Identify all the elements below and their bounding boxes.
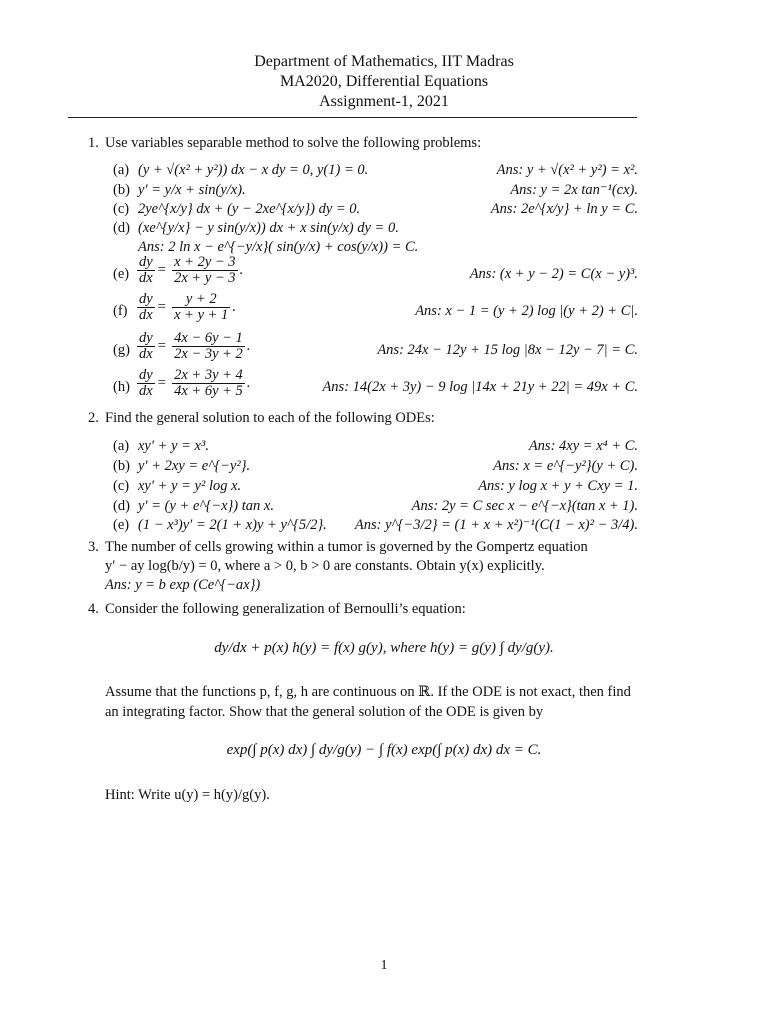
problem-answer: Ans: x − 1 = (y + 2) log |(y + 2) + C|. (415, 303, 638, 319)
question-text: Consider the following generalization of Bernoulli’s equation: (105, 601, 466, 617)
bernoulli-equation: dy/dx + p(x) h(y) = f(x) g(y), where h(y) = g(y) ∫ dy/g(y). (214, 640, 554, 656)
item-label: (b) (113, 458, 130, 474)
dy-dx-fraction: $\frac{dy}{dx}$ (139, 367, 153, 399)
problem-equation: y′ = y/x + sin(y/x). (138, 182, 246, 198)
problem-answer: Ans: y + √(x² + y²) = x². (496, 162, 638, 178)
item-label: (h) (113, 379, 130, 395)
question-4-paragraph: Assume that the functions p, f, g, h are continuous on ℝ. If the ODE is not exact, then find an integrating factor. Show that the general solution of the ODE is given by (105, 684, 631, 720)
denominator: 2x + y − 3 (174, 270, 236, 286)
problem-answer: Ans: 2 ln x − e^{−y/x}( sin(y/x) + cos(y/x)) = C. (138, 239, 419, 255)
page-number: 1 (380, 958, 388, 973)
rhs-fraction (172, 368, 245, 399)
dy-dx-fraction: $\frac{dy}{dx}$ (139, 254, 153, 286)
document-header (0, 52, 768, 112)
problem-equation: (1 − x³)y′ = 2(1 + x)y + y^{5/2}. (138, 517, 327, 533)
header-rule (68, 117, 637, 118)
question-number: 2. (88, 410, 99, 426)
problem-answer: Ans: x = e^{−y²}(y + C). (493, 458, 638, 474)
problem-2a (113, 436, 638, 456)
problem-answer: Ans: 24x − 12y + 15 log |8x − 12y − 7| = C. (377, 342, 638, 358)
problem-2b (113, 456, 638, 476)
rhs-fraction (172, 292, 230, 323)
numerator: x + 2y − 3 (174, 254, 236, 270)
department-title: Department of Mathematics, IIT Madras (254, 53, 514, 70)
problem-answer: Ans: 2e^{x/y} + ln y = C. (490, 201, 638, 217)
item-label: (d) (113, 498, 130, 514)
item-label: (e) (113, 266, 130, 282)
question-4-hint: Hint: Write u(y) = h(y)/g(y). (105, 787, 270, 803)
question-text-continued: y′ − ay log(b/y) = 0, where a > 0, b > 0 are constants. Obtain y(x) explicitly. (105, 558, 545, 574)
item-label: (a) (113, 162, 130, 178)
problem-1f: (f) $\frac{dy}{dx}$ = $\frac{y + 2}{x + y + 1}$ . Ans: x − 1 = (y + 2) log |(y + 2) + C|. (113, 291, 638, 323)
problem-1e: (e) $\frac{dy}{dx}$ = $\frac{x + 2y - 3}{2x + y - 3}$ . Ans: (x + y − 2) = C(x − y)³. (113, 254, 638, 286)
question-number: 1. (88, 135, 99, 151)
question-text: Find the general solution to each of the following ODEs: (105, 410, 435, 426)
problem-equation: xy′ + y = x³. (138, 438, 209, 454)
problem-equation: xy′ + y = y² log x. (138, 478, 242, 494)
item-label: (e) (113, 517, 130, 533)
assignment-title: Assignment-1, 2021 (319, 93, 449, 110)
course-title: MA2020, Differential Equations (279, 73, 489, 90)
item-label: (d) (113, 220, 130, 236)
problem-answer: Ans: 14(2x + 3y) − 9 log |14x + 21y + 22| = 49x + C. (322, 379, 638, 395)
problem-equation: (xe^{y/x} − y sin(y/x)) dx + x sin(y/x) dy = 0. (138, 220, 399, 236)
question-number: 3. (88, 539, 99, 555)
rhs-fraction (172, 255, 237, 286)
question-text: Use variables separable method to solve the following problems: (105, 135, 482, 151)
problem-answer: Ans: (x + y − 2) = C(x − y)³. (469, 266, 638, 282)
general-solution-equation: exp(∫ p(x) dx) ∫ dy/g(y) − ∫ f(x) exp(∫ p(x) dx) dx = C. (226, 742, 542, 758)
item-label: (a) (113, 438, 130, 454)
item-label: (b) (113, 182, 130, 198)
problem-answer: Ans: 4xy = x⁴ + C. (528, 438, 638, 454)
item-label: (c) (113, 201, 130, 217)
question-1 (88, 134, 638, 153)
denominator: x + y + 1 (174, 307, 229, 323)
question-3 (88, 538, 638, 595)
question-4 (88, 600, 638, 619)
rhs-fraction (172, 331, 245, 362)
problem-1a (113, 160, 638, 180)
problem-equation: (y + √(x² + y²)) dx − x dy = 0, y(1) = 0. (138, 162, 369, 178)
denominator: 2x − 3y + 2 (174, 346, 243, 362)
problem-equation: y′ = (y + e^{−x}) tan x. (138, 498, 274, 514)
problem-answer: Ans: 2y = C sec x − e^{−x}(tan x + 1). (411, 498, 638, 514)
question-2 (88, 409, 638, 428)
numerator: y + 2 (172, 292, 230, 308)
question-answer: Ans: y = b exp (Ce^{−ax}) (105, 577, 261, 593)
dy-dx-fraction: $\frac{dy}{dx}$ (139, 330, 153, 362)
numerator: 2x + 3y + 4 (174, 367, 243, 383)
problem-equation: y′ + 2xy = e^{−y²}. (138, 458, 251, 474)
problem-2c (113, 476, 638, 496)
problem-2e (113, 515, 638, 535)
problem-answer: Ans: y^{−3/2} = (1 + x + x²)⁻¹(C(1 − x)² − 3/4). (354, 517, 638, 533)
problem-1g: (g) $\frac{dy}{dx}$ = $\frac{4x - 6y - 1}{2x - 3y + 2}$ . Ans: 24x − 12y + 15 log |8x − 12y − 7| = C. (113, 330, 638, 362)
item-label: (g) (113, 342, 130, 358)
problem-1d (113, 218, 638, 238)
question-number: 4. (88, 601, 99, 617)
problem-1c (113, 199, 638, 219)
problem-1b (113, 180, 638, 200)
dy-dx-fraction: $\frac{dy}{dx}$ (139, 291, 153, 323)
item-label: (c) (113, 478, 130, 494)
problem-equation: 2ye^{x/y} dx + (y − 2xe^{x/y}) dy = 0. (138, 201, 361, 217)
problem-answer: Ans: y = 2x tan⁻¹(cx). (510, 182, 638, 198)
problem-2d (113, 496, 638, 516)
denominator: 4x + 6y + 5 (174, 383, 243, 399)
item-label: (f) (113, 303, 128, 319)
problem-answer: Ans: y log x + y + Cxy = 1. (478, 478, 638, 494)
numerator: 4x − 6y − 1 (174, 330, 243, 346)
problem-1h: (h) $\frac{dy}{dx}$ = $\frac{2x + 3y + 4}{4x + 6y + 5}$ . Ans: 14(2x + 3y) − 9 log |14x + 21y + 22| = 49x + C. (113, 367, 638, 399)
question-text: The number of cells growing within a tumor is governed by the Gompertz equation (105, 539, 588, 555)
